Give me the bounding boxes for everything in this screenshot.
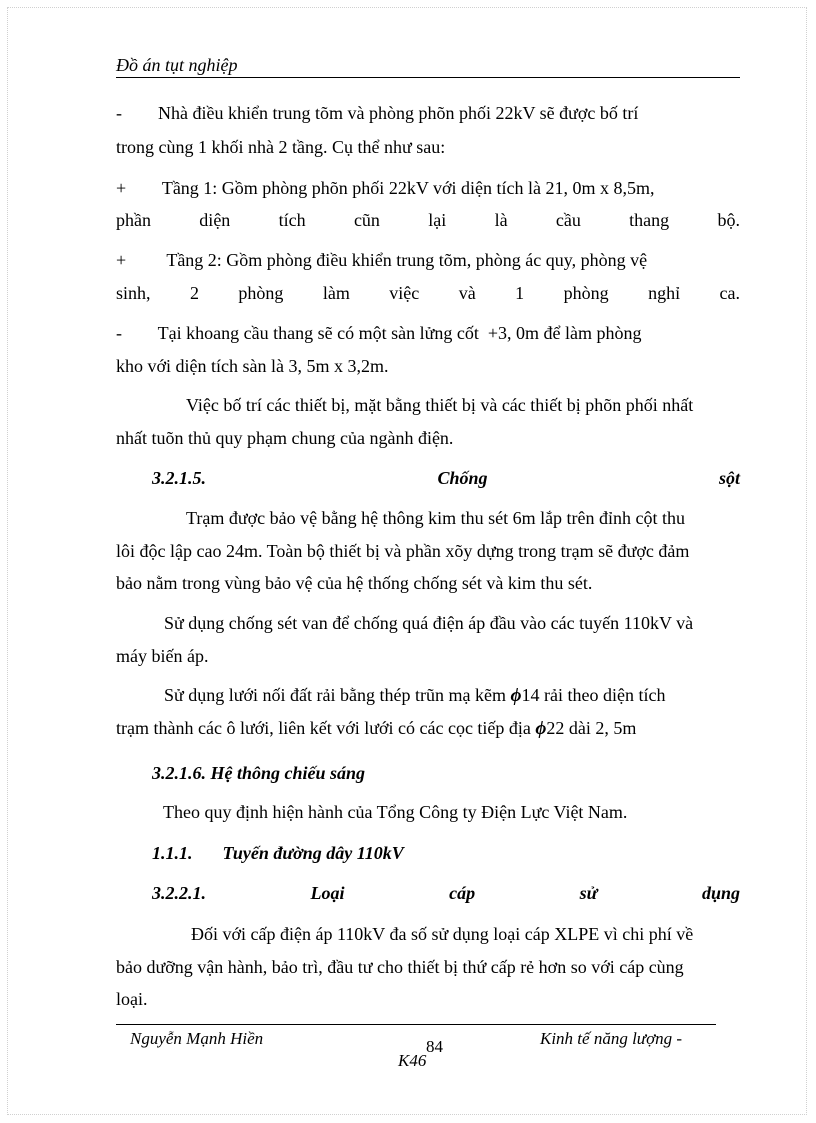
page-number: 84 bbox=[426, 1037, 443, 1056]
paragraph-line: Theo quy định hiện hành của Tổng Công ty Điện Lực Việt Nam. bbox=[163, 802, 628, 822]
paragraph-line: Việc bố trí các thiết bị, mặt bằng thiết bị và các thiết bị phõn phối nhất bbox=[186, 395, 694, 415]
footer-divider bbox=[116, 1024, 716, 1025]
paragraph-line: - Nhà điều khiển trung tõm và phòng phõn phối 22kV sẽ được bố trí bbox=[116, 103, 639, 123]
paragraph-line: Trạm được bảo vệ bằng hệ thông kim thu sét 6m lắp trên đỉnh cột thu bbox=[186, 508, 686, 528]
paragraph-line: loại. bbox=[116, 989, 148, 1009]
paragraph-line: - Tại khoang cầu thang sẽ có một sàn lửng cốt +3, 0m để làm phòng bbox=[116, 323, 642, 343]
page-header: Đồ án tụt nghiệp bbox=[116, 54, 740, 78]
section-heading bbox=[152, 836, 740, 870]
text-run: 14 rải theo diện tích bbox=[521, 685, 666, 705]
paragraph-line: + Tầng 2: Gồm phòng điều khiển trung tõm, phòng ác quy, phòng vệ bbox=[116, 250, 648, 270]
section-heading: 3.2.1.6. Hệ thông chiếu sáng bbox=[152, 763, 366, 783]
text-run: Sử dụng lưới nối đất rải bằng thép trũn mạ kẽm bbox=[164, 685, 511, 705]
paragraph-line: Đối với cấp điện áp 110kV đa số sử dụng loại cáp XLPE vì chi phí về bbox=[191, 924, 694, 944]
paragraph-line: bảo nằm trong vùng bảo vệ của hệ thống chống sét và kim thu sét. bbox=[116, 573, 593, 593]
footer-class: K46 bbox=[398, 1051, 427, 1070]
paragraph-line: bảo dưỡng vận hành, bảo trì, đầu tư cho thiết bị thứ cấp rẻ hơn so với cáp cùng bbox=[116, 957, 684, 977]
footer-department: Kinh tế năng lượng - bbox=[540, 1029, 683, 1048]
paragraph-line: phần diện tích cũn lại là cầu thang bộ. bbox=[116, 210, 740, 230]
paragraph-line: máy biến áp. bbox=[116, 646, 209, 666]
heading-text: Tuyến đường dây 110kV bbox=[222, 843, 404, 863]
section-heading: 3.2.2.1. Loại cáp sử dụng bbox=[152, 883, 740, 903]
paragraph-line: nhất tuõn thủ quy phạm chung của ngành điện. bbox=[116, 428, 454, 448]
paragraph-line: lôi độc lập cao 24m. Toàn bộ thiết bị và phần xõy dựng trong trạm sẽ được đảm bbox=[116, 541, 690, 561]
paragraph-line: kho với diện tích sàn là 3, 5m x 3,2m. bbox=[116, 356, 389, 376]
paragraph-line: + Tầng 1: Gồm phòng phõn phối 22kV với diện tích là 21, 0m x 8,5m, bbox=[116, 178, 655, 198]
heading-number: 1.1.1. bbox=[152, 843, 193, 863]
paragraph-line: Sử dụng chống sét van để chống quá điện áp đầu vào các tuyến 110kV và bbox=[164, 613, 694, 633]
footer-author: Nguyễn Mạnh Hiền bbox=[130, 1029, 264, 1048]
paragraph-line: sinh, 2 phòng làm việc và 1 phòng nghỉ ca. bbox=[116, 283, 740, 303]
paragraph-line bbox=[116, 678, 740, 713]
text-run: 22 dài 2, 5m bbox=[546, 718, 637, 738]
paragraph-line: trong cùng 1 khối nhà 2 tầng. Cụ thể như sau: bbox=[116, 137, 446, 157]
section-heading: 3.2.1.5. Chống sột bbox=[152, 468, 740, 488]
phi-symbol: ϕ bbox=[535, 718, 547, 739]
phi-symbol: ϕ bbox=[510, 685, 522, 706]
text-run: trạm thành các ô lưới, liên kết với lưới có các cọc tiếp địa bbox=[116, 718, 536, 738]
paragraph-line bbox=[116, 711, 740, 746]
